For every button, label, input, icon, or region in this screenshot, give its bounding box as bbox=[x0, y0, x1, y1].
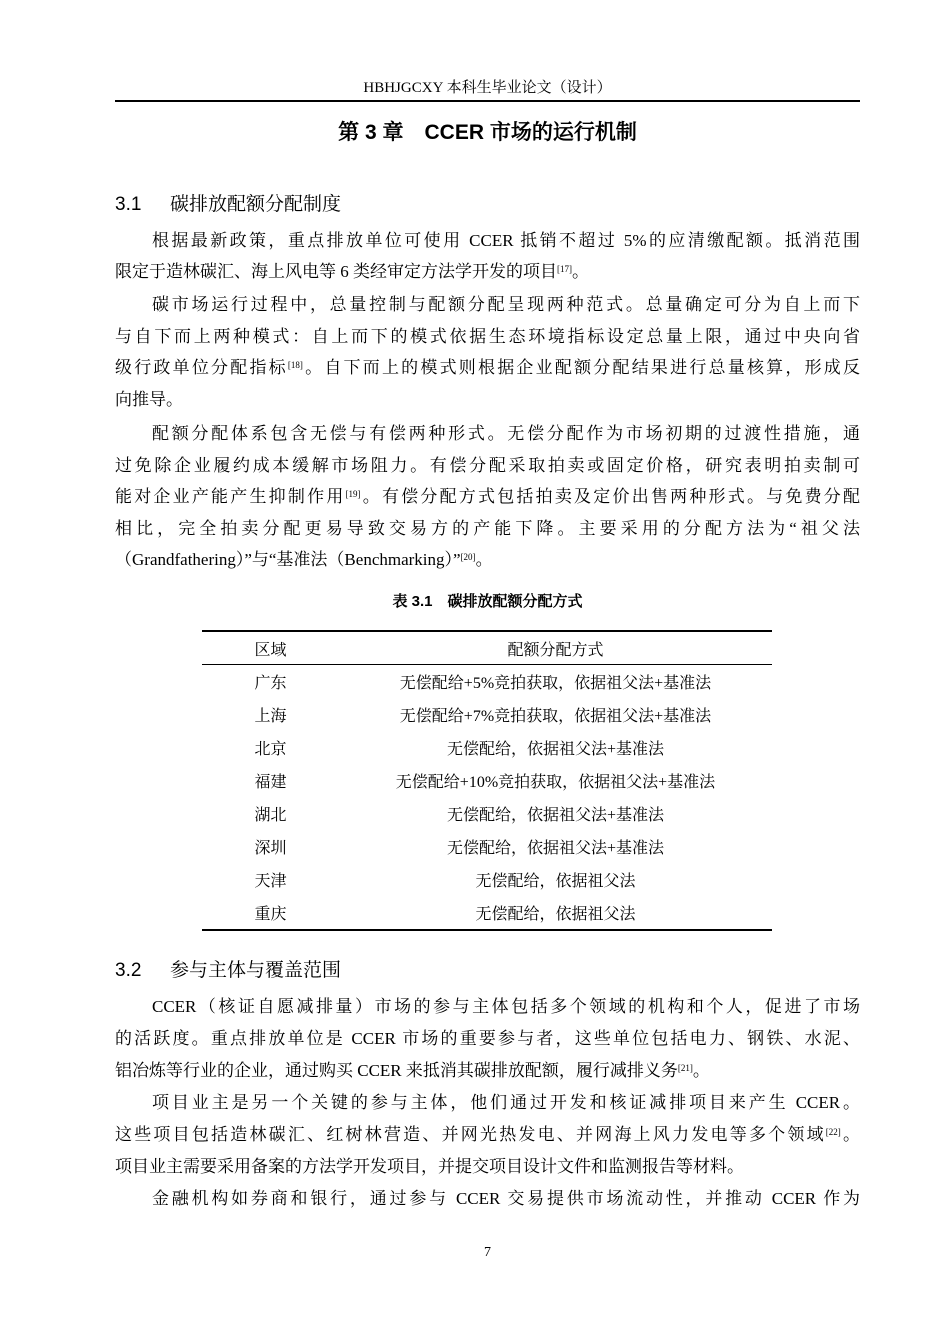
chapter-title: 第 3 章 CCER 市场的运行机制 bbox=[338, 121, 637, 144]
text-run: 向推导。 bbox=[115, 390, 183, 409]
text-run: 。自下而上的模式则根据企业配额分配结果进行总量核算，形成反 bbox=[302, 358, 861, 377]
method-cell: 无偿配给+10%竞拍获取，依据祖父法+基准法 bbox=[395, 774, 716, 791]
text-run: 项目业主需要采用备案的方法学开发项目，并提交项目设计文件和监测报告等材料。 bbox=[115, 1157, 744, 1176]
text-run: 。有偿分配方式包括拍卖及定价出售两种形式。与免费分配 bbox=[360, 487, 861, 506]
text-run: 铝冶炼等行业的企业，通过购买 CCER 来抵消其碳排放配额，履行减排义务 bbox=[115, 1061, 678, 1080]
text-run: 。 bbox=[692, 1061, 710, 1080]
paragraph-line bbox=[115, 549, 860, 571]
paragraph-line bbox=[115, 1060, 860, 1082]
citation-ref[interactable]: [22] bbox=[825, 1127, 841, 1137]
paragraph-line bbox=[115, 486, 860, 508]
table-row bbox=[202, 665, 772, 699]
column-header-region: 区域 bbox=[202, 631, 339, 665]
paragraph-line bbox=[152, 423, 860, 445]
running-header: HBHJGCXY 本科生毕业论文（设计） bbox=[363, 80, 612, 96]
paragraph-line bbox=[115, 261, 860, 283]
paragraph-line bbox=[115, 455, 860, 477]
text-run: （Grandfathering）”与“基准法（Benchmarking）” bbox=[115, 550, 461, 569]
table-row bbox=[202, 797, 772, 830]
header-rule bbox=[115, 100, 860, 102]
paragraph-line bbox=[115, 389, 860, 411]
text-run: 相比，完全拍卖分配更易导致交易方的产能下降。主要采用的分配方法为“祖父法 bbox=[115, 519, 860, 538]
paragraph-line bbox=[115, 1124, 860, 1146]
paragraph-line bbox=[152, 996, 860, 1018]
paragraph-line bbox=[115, 518, 860, 540]
citation-ref[interactable]: [20] bbox=[460, 552, 476, 562]
text-run: 项目业主是另一个关键的参与主体，他们通过开发和核证减排项目来产生 CCER。 bbox=[152, 1093, 860, 1112]
method-cell: 无偿配给+7%竞拍获取，依据祖父法+基准法 bbox=[399, 708, 712, 725]
text-run: 配额分配体系包含无偿与有偿两种形式。无偿分配作为市场初期的过渡性措施，通 bbox=[152, 424, 860, 443]
text-run: 级行政单位分配指标 bbox=[115, 358, 288, 377]
text-run: 根据最新政策，重点排放单位可使用 CCER 抵销不超过 5%的应清缴配额。抵消范围 bbox=[152, 231, 860, 250]
text-run: 过免除企业履约成本缓解市场阻力。有偿分配采取拍卖或固定价格，研究表明拍卖制可 bbox=[115, 456, 860, 475]
table-row bbox=[202, 896, 772, 930]
method-cell: 无偿配给，依据祖父法+基准法 bbox=[446, 807, 665, 824]
table-row bbox=[202, 830, 772, 863]
region-cell: 天津 bbox=[254, 873, 287, 890]
method-cell: 无偿配给，依据祖父法 bbox=[339, 896, 772, 930]
paragraph-line bbox=[115, 357, 860, 379]
section-title: 参与主体与覆盖范围 bbox=[170, 960, 342, 981]
citation-ref[interactable]: [21] bbox=[677, 1063, 693, 1073]
paragraph-line bbox=[115, 1156, 860, 1178]
region-cell: 重庆 bbox=[202, 896, 339, 930]
section-number: 3.2 bbox=[115, 960, 142, 981]
text-run: 的活跃度。重点排放单位是 CCER 市场的重要参与者，这些单位包括电力、钢铁、水泥、 bbox=[115, 1029, 860, 1048]
table-row bbox=[202, 731, 772, 764]
page-number: 7 bbox=[484, 1245, 491, 1260]
paragraph-line bbox=[152, 230, 860, 252]
column-header-method: 配额分配方式 bbox=[339, 631, 772, 665]
method-cell: 无偿配给+5%竞拍获取，依据祖父法+基准法 bbox=[399, 675, 712, 692]
text-run: 。 bbox=[475, 550, 493, 569]
method-cell: 无偿配给，依据祖父法+基准法 bbox=[446, 840, 665, 857]
text-run: 碳市场运行过程中，总量控制与配额分配呈现两种范式。总量确定可分为自上而下 bbox=[152, 295, 860, 314]
paragraph-line bbox=[152, 1188, 860, 1210]
region-cell: 深圳 bbox=[254, 840, 287, 857]
method-cell: 无偿配给，依据祖父法+基准法 bbox=[446, 741, 665, 758]
table-caption: 表 3.1 碳排放配额分配方式 bbox=[392, 593, 583, 610]
text-run: 金融机构如券商和银行，通过参与 CCER 交易提供市场流动性，并推动 CCER 作为 bbox=[152, 1189, 860, 1208]
section-heading-3-1 bbox=[115, 189, 341, 216]
citation-ref[interactable]: [19] bbox=[345, 489, 361, 499]
text-run: 能对企业产能产生抑制作用 bbox=[115, 487, 346, 506]
region-cell: 湖北 bbox=[254, 807, 287, 824]
citation-ref[interactable]: [17] bbox=[557, 264, 572, 274]
text-run: 限定于造林碳汇、海上风电等 6 类经审定方法学开发的项目 bbox=[115, 262, 557, 281]
section-heading-3-2 bbox=[115, 955, 341, 982]
region-cell: 北京 bbox=[254, 741, 287, 758]
text-run: 与自下而上两种模式：自上而下的模式依据生态环境指标设定总量上限，通过中央向省 bbox=[115, 327, 860, 346]
section-number: 3.1 bbox=[115, 194, 142, 215]
paragraph-line bbox=[152, 294, 860, 316]
table-row bbox=[202, 698, 772, 731]
text-run: 这些项目包括造林碳汇、红树林营造、并网光热发电、并网海上风力发电等多个领域 bbox=[115, 1125, 826, 1144]
allocation-table bbox=[202, 630, 772, 931]
table-row bbox=[202, 863, 772, 896]
region-cell: 广东 bbox=[254, 675, 287, 692]
table-header-row bbox=[202, 631, 772, 665]
paragraph-line bbox=[115, 326, 860, 348]
citation-ref[interactable]: [18] bbox=[287, 360, 303, 370]
method-cell: 无偿配给，依据祖父法 bbox=[475, 873, 636, 890]
text-run: CCER（核证自愿减排量）市场的参与主体包括多个领域的机构和个人，促进了市场 bbox=[152, 997, 860, 1016]
text-run: 。 bbox=[572, 262, 589, 281]
paragraph-line bbox=[152, 1092, 860, 1114]
region-cell: 上海 bbox=[254, 708, 287, 725]
text-run: 。 bbox=[840, 1125, 861, 1144]
table-row bbox=[202, 764, 772, 797]
paragraph-line bbox=[115, 1028, 860, 1050]
region-cell: 福建 bbox=[254, 774, 287, 791]
section-title: 碳排放配额分配制度 bbox=[170, 194, 342, 215]
